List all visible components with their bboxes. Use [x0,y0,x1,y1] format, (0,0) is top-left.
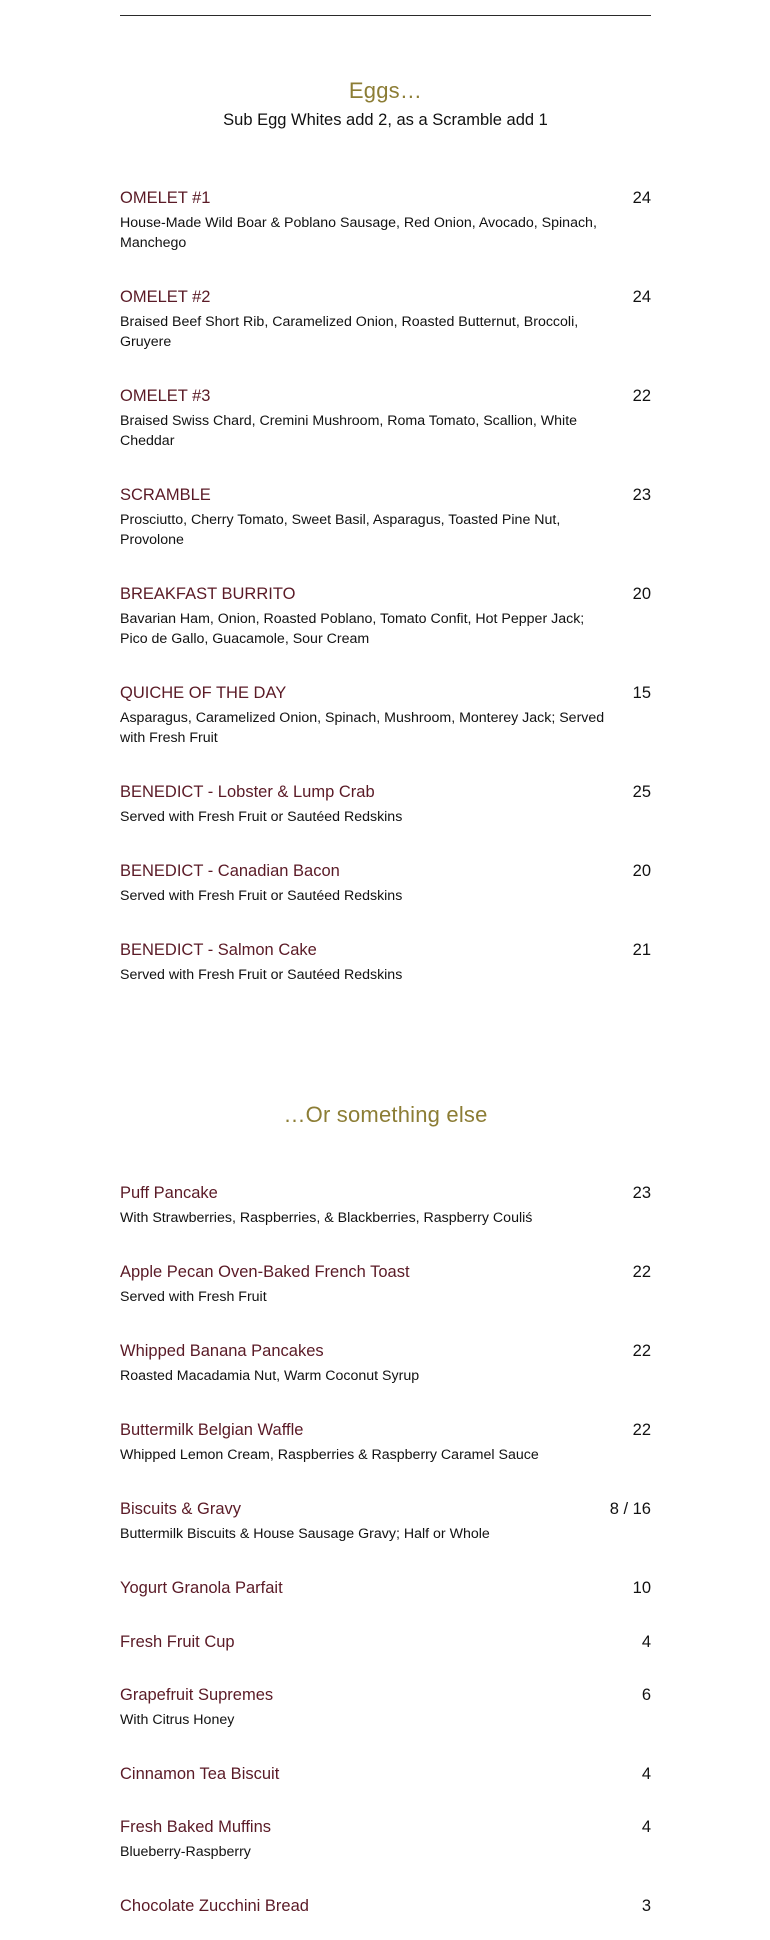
menu-item [120,683,651,748]
item-name: Fresh Fruit Cup [120,1633,235,1651]
item-description: Buttermilk Biscuits & House Sausage Gravy; Half or Whole [120,1526,490,1542]
item-description: Served with Fresh Fruit or Sautéed Redskins [120,888,403,904]
item-name: Puff Pancake [120,1184,218,1202]
menu-item [120,485,651,550]
item-description: Asparagus, Caramelized Onion, Spinach, Mushroom, Monterey Jack; Served with Fresh Fruit [120,710,605,746]
item-description: Prosciutto, Cherry Tomato, Sweet Basil, Asparagus, Toasted Pine Nut, Provolone [120,512,561,548]
item-name: BENEDICT - Salmon Cake [120,941,317,959]
menu-item [120,1420,651,1465]
item-price: 6 [641,1686,651,1704]
item-price: 24 [632,189,651,207]
menu-item [120,861,651,906]
item-name: Chocolate Zucchini Bread [120,1897,309,1915]
item-price: 22 [632,1342,651,1360]
item-name: Cinnamon Tea Biscuit [120,1765,280,1783]
item-description: Blueberry-Raspberry [120,1844,251,1860]
item-description: Roasted Macadamia Nut, Warm Coconut Syrup [120,1368,420,1384]
menu-item [120,1341,651,1386]
item-description: Braised Swiss Chard, Cremini Mushroom, Roma Tomato, Scallion, White Cheddar [120,413,578,449]
item-price: 24 [632,288,651,306]
item-name: OMELET #2 [120,288,211,306]
menu-item [120,940,651,985]
item-price: 4 [641,1633,651,1651]
menu-item [120,1817,651,1862]
menu-item [120,188,651,253]
eggs-section-title: Eggs… [348,78,423,103]
item-price: 25 [632,783,651,801]
menu-item [120,1499,651,1544]
menu-item [120,1764,651,1785]
item-price: 23 [632,1184,651,1202]
item-description: Whipped Lemon Cream, Raspberries & Raspberry Caramel Sauce [120,1447,539,1463]
item-name: BENEDICT - Lobster & Lump Crab [120,783,375,801]
other-section-title: …Or something else [283,1102,488,1127]
eggs-section-subtitle: Sub Egg Whites add 2, as a Scramble add 1 [223,111,548,129]
item-name: BENEDICT - Canadian Bacon [120,862,340,880]
item-price: 22 [632,1263,651,1281]
item-price: 22 [632,1421,651,1439]
menu-item [120,1578,651,1599]
item-price: 20 [632,862,651,880]
item-name: OMELET #3 [120,387,211,405]
menu-item [120,386,651,451]
item-description: With Strawberries, Raspberries, & Blackberries, Raspberry Couliś [120,1210,533,1226]
item-name: Buttermilk Belgian Waffle [120,1421,304,1439]
menu-item [120,1632,651,1653]
item-name: QUICHE OF THE DAY [120,684,287,702]
item-description: Bavarian Ham, Onion, Roasted Poblano, Tomato Confit, Hot Pepper Jack; Pico de Gallo, Guacamole, Sour Cream [120,611,585,647]
item-name: Whipped Banana Pancakes [120,1342,324,1360]
menu-item [120,584,651,649]
item-price: 23 [632,486,651,504]
menu-item [120,1262,651,1307]
item-description: Served with Fresh Fruit or Sautéed Redskins [120,967,403,983]
item-description: House-Made Wild Boar & Poblano Sausage, Red Onion, Avocado, Spinach, Manchego [120,215,597,251]
item-name: BREAKFAST BURRITO [120,585,296,603]
item-price: 4 [641,1765,651,1783]
item-price: 15 [632,684,651,702]
menu-item [120,1685,651,1730]
item-price: 10 [632,1579,651,1597]
item-price: 4 [641,1818,651,1836]
menu-item [120,287,651,352]
item-price: 8 / 16 [609,1500,651,1518]
menu-item [120,1896,651,1917]
item-price: 3 [641,1897,651,1915]
menu-item [120,782,651,827]
item-description: Served with Fresh Fruit [120,1289,267,1305]
item-price: 22 [632,387,651,405]
item-price: 21 [632,941,651,959]
item-description: Served with Fresh Fruit or Sautéed Redskins [120,809,403,825]
menu-item [120,1183,651,1228]
item-price: 20 [632,585,651,603]
item-name: Apple Pecan Oven-Baked French Toast [120,1263,410,1281]
item-name: Fresh Baked Muffins [120,1818,272,1836]
item-description: Braised Beef Short Rib, Caramelized Onion, Roasted Butternut, Broccoli, Gruyere [120,314,579,350]
item-description: With Citrus Honey [120,1712,235,1728]
item-name: Grapefruit Supremes [120,1686,274,1704]
item-name: SCRAMBLE [120,486,211,504]
item-name: Biscuits & Gravy [120,1500,242,1518]
item-name: Yogurt Granola Parfait [120,1579,283,1597]
item-name: OMELET #1 [120,189,211,207]
top-divider [120,15,651,16]
